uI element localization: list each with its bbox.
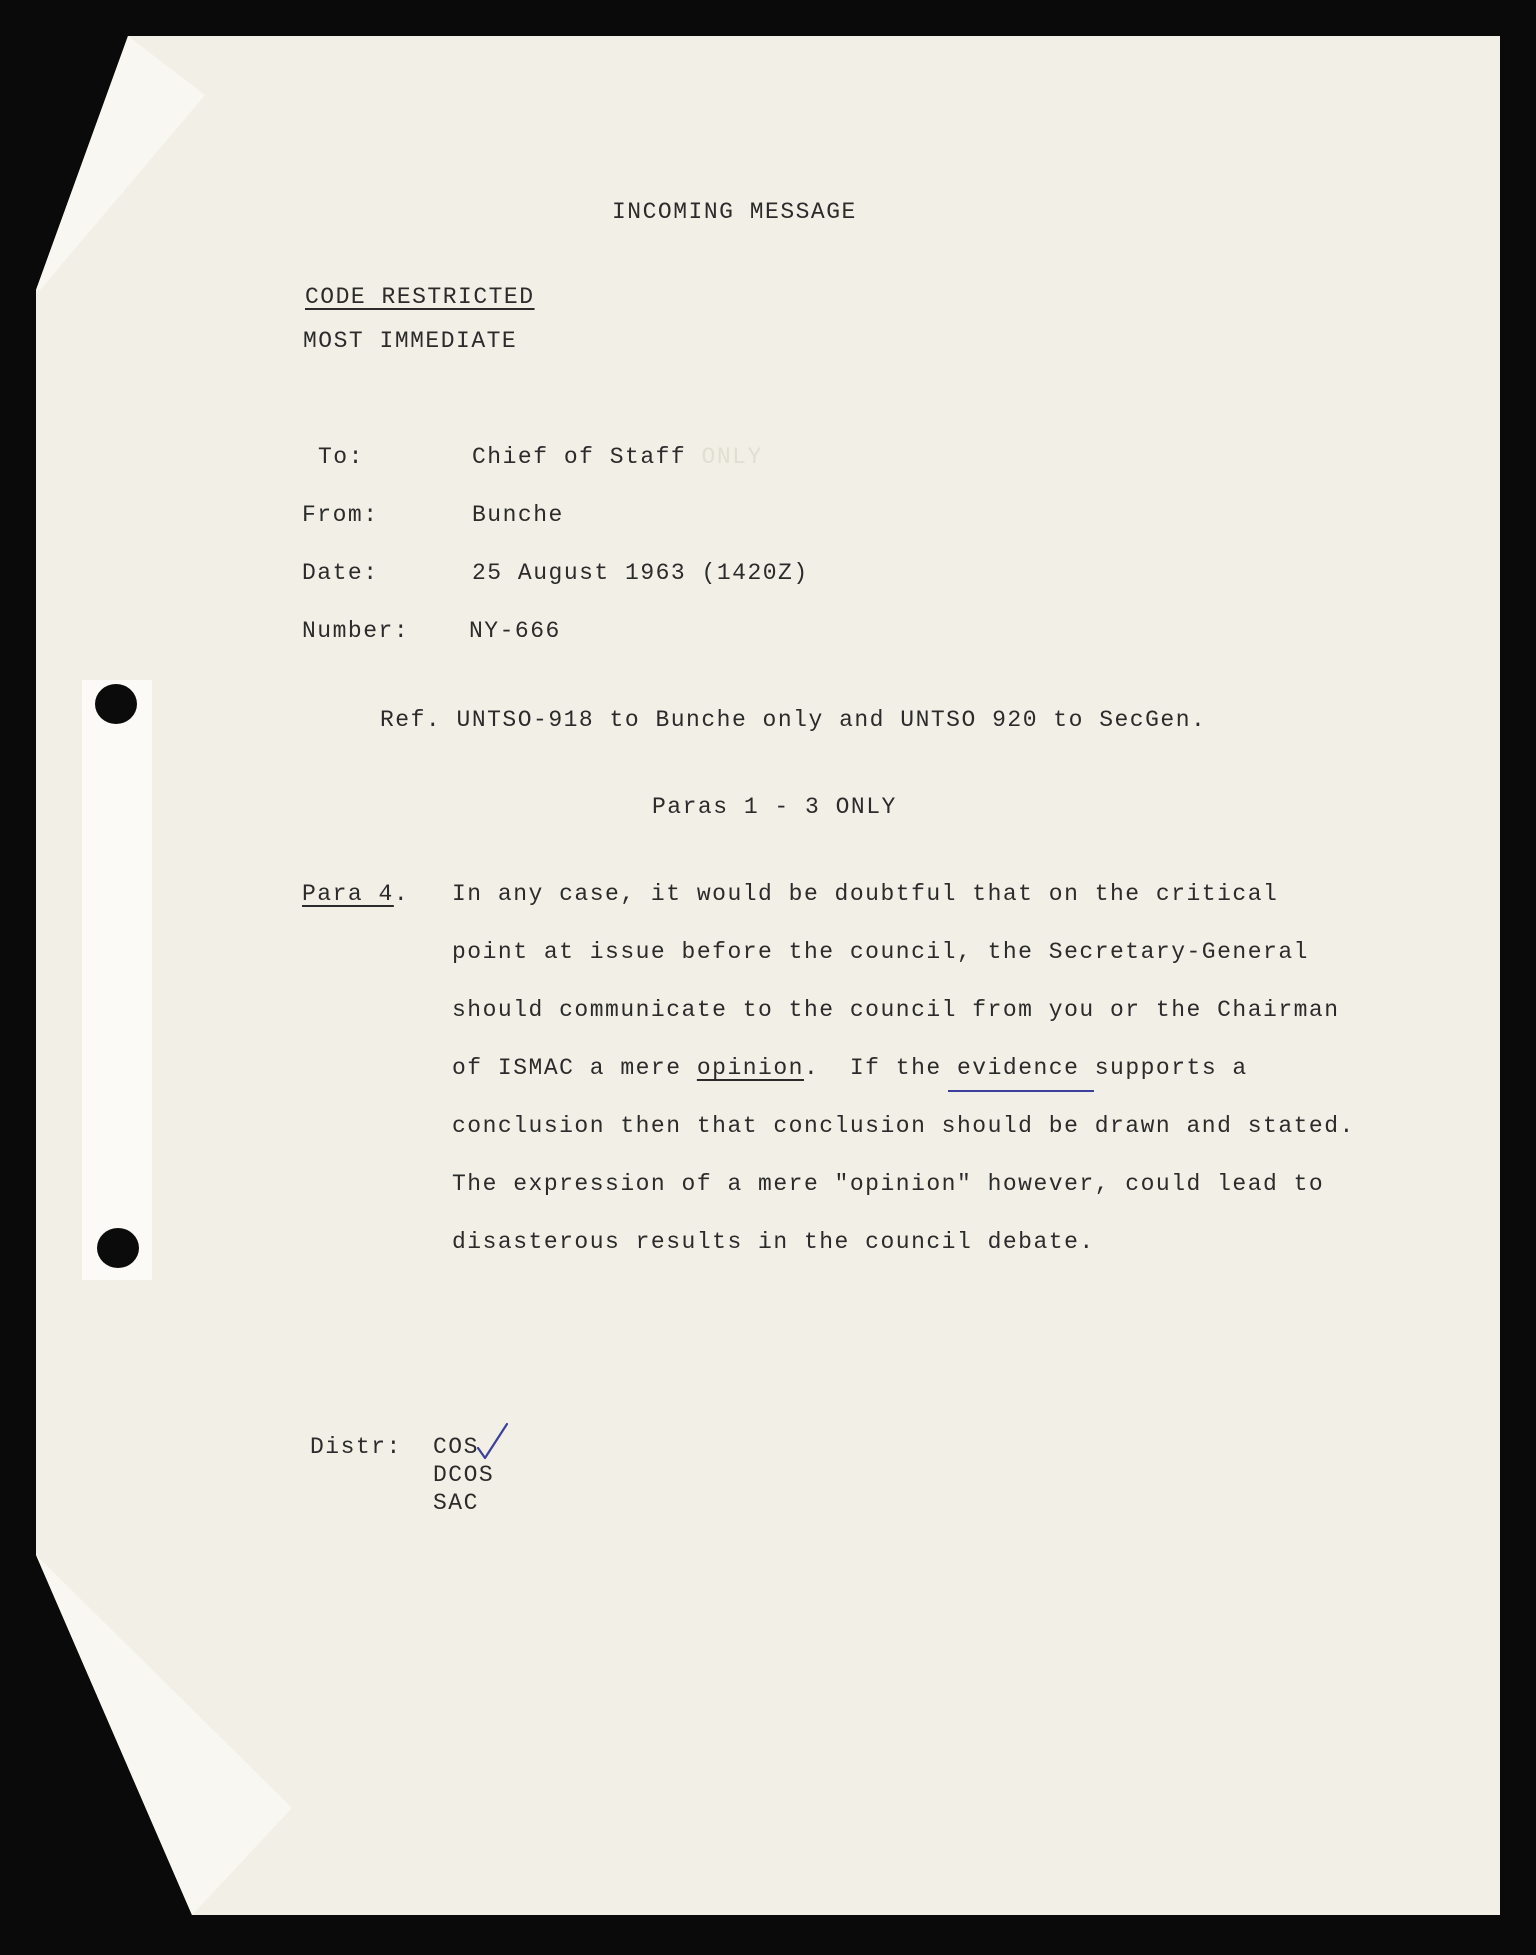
number-label: Number: <box>302 618 410 644</box>
from-label: From: <box>302 502 379 528</box>
number-value: NY-666 <box>469 618 561 644</box>
paras-note: Paras 1 - 3 ONLY <box>652 794 897 820</box>
punch-hole-top <box>95 684 137 724</box>
para4-line: disasterous results in the council debate. <box>452 1229 1095 1255</box>
para4-label <box>302 883 409 906</box>
punch-hole-bottom <box>97 1228 139 1268</box>
distribution-recipient: COS <box>433 1434 479 1460</box>
distribution-recipient: DCOS <box>433 1462 495 1488</box>
distribution-recipient: SAC <box>433 1490 479 1516</box>
to-value <box>472 446 763 469</box>
to-value-faint: ONLY <box>701 444 763 470</box>
from-value: Bunche <box>472 502 564 528</box>
classification-label: CODE RESTRICTED <box>305 284 535 310</box>
checkmark-icon <box>476 1422 510 1462</box>
date-value: 25 August 1963 (1420Z) <box>472 560 809 586</box>
document-title: INCOMING MESSAGE <box>612 199 857 225</box>
para4-line-part: of ISMAC a mere <box>452 1055 697 1081</box>
para4-line: point at issue before the council, the Secretary-General <box>452 939 1309 965</box>
priority-label: MOST IMMEDIATE <box>303 328 518 354</box>
pen-underline-evidence <box>948 1090 1094 1092</box>
date-label: Date: <box>302 560 379 586</box>
para4-label-suffix: . <box>393 881 410 907</box>
para4-line: should communicate to the council from you or the Chairman <box>452 997 1340 1023</box>
opinion-underlined: opinion <box>696 1055 804 1081</box>
binding-margin-strip <box>82 680 152 1280</box>
para4-label-text: Para 4 <box>302 881 394 907</box>
to-label: To: <box>318 444 364 470</box>
para4-line: conclusion then that conclusion should be drawn and stated. <box>452 1113 1355 1139</box>
to-value-text: Chief of Staff <box>472 444 687 470</box>
distribution-label: Distr: <box>310 1434 402 1460</box>
para4-line: The expression of a mere "opinion" however, could lead to <box>452 1171 1325 1197</box>
para4-line <box>452 1057 1248 1080</box>
reference-line: Ref. UNTSO-918 to Bunche only and UNTSO 920 to SecGen. <box>380 707 1207 733</box>
para4-line-part: . If the evidence supports a <box>803 1055 1248 1081</box>
para4-line: In any case, it would be doubtful that on the critical <box>452 881 1279 907</box>
